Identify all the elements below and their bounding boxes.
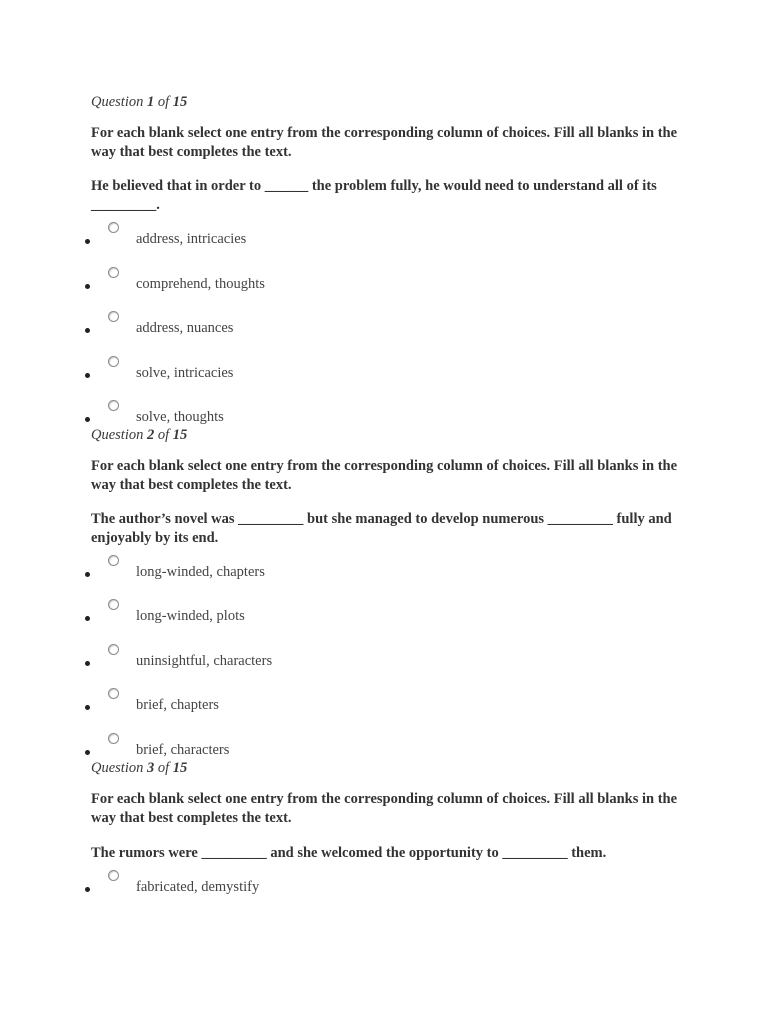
radio-button[interactable] — [108, 688, 119, 699]
radio-button[interactable] — [108, 555, 119, 566]
bullet-icon — [85, 705, 90, 710]
radio-button[interactable] — [108, 356, 119, 367]
bullet-icon — [85, 616, 90, 621]
bullet-icon — [85, 572, 90, 577]
question-stem: The rumors were _________ and she welcomed the opportunity to _________ them. — [91, 845, 607, 861]
question-instruction: For each blank select one entry from the corresponding column of choices. Fill all blanks in the way that best completes the text. — [91, 125, 678, 160]
option-label: long-winded, chapters — [136, 564, 265, 580]
question-stem: The author’s novel was _________ but she managed to develop numerous _________ fully and enjoyably by its end. — [91, 511, 672, 546]
option-label: address, intricacies — [136, 231, 247, 247]
question-instruction: For each blank select one entry from the corresponding column of choices. Fill all blanks in the way that best completes the text. — [91, 791, 678, 826]
question-header: Question 3 of 15 — [91, 760, 188, 776]
answer-option[interactable] — [0, 365, 770, 389]
question-stem: He believed that in order to ______ the problem fully, he would need to understand all of its _________. — [91, 178, 657, 213]
question-header: Question 2 of 15 — [91, 427, 188, 443]
bullet-icon — [85, 887, 90, 892]
radio-button[interactable] — [108, 222, 119, 233]
option-label: brief, characters — [136, 742, 230, 758]
radio-button[interactable] — [108, 733, 119, 744]
bullet-icon — [85, 417, 90, 422]
option-label: comprehend, thoughts — [136, 276, 265, 292]
bullet-icon — [85, 750, 90, 755]
bullet-icon — [85, 373, 90, 378]
option-label: solve, intricacies — [136, 365, 234, 381]
answer-option[interactable] — [0, 231, 770, 255]
bullet-icon — [85, 239, 90, 244]
question-number: 1 — [146, 94, 155, 110]
option-label: brief, chapters — [136, 697, 219, 713]
radio-button[interactable] — [108, 644, 119, 655]
option-label: address, nuances — [136, 320, 234, 336]
question-number: 2 — [146, 427, 155, 443]
answer-option[interactable] — [0, 608, 770, 632]
question-total: 15 — [172, 94, 188, 110]
question-header: Question 1 of 15 — [91, 94, 188, 110]
radio-button[interactable] — [108, 400, 119, 411]
option-label: solve, thoughts — [136, 409, 224, 425]
radio-button[interactable] — [108, 870, 119, 881]
answer-option[interactable] — [0, 276, 770, 300]
answer-option[interactable] — [0, 653, 770, 677]
bullet-icon — [85, 328, 90, 333]
answer-option[interactable] — [0, 320, 770, 344]
radio-button[interactable] — [108, 267, 119, 278]
answer-option[interactable] — [0, 879, 770, 903]
option-label: fabricated, demystify — [136, 879, 260, 895]
bullet-icon — [85, 284, 90, 289]
answer-option[interactable] — [0, 564, 770, 588]
bullet-icon — [85, 661, 90, 666]
question-total: 15 — [172, 760, 188, 776]
question-instruction: For each blank select one entry from the corresponding column of choices. Fill all blanks in the way that best completes the text. — [91, 458, 678, 493]
radio-button[interactable] — [108, 599, 119, 610]
question-total: 15 — [172, 427, 188, 443]
radio-button[interactable] — [108, 311, 119, 322]
option-label: uninsightful, characters — [136, 653, 273, 669]
answer-option[interactable] — [0, 697, 770, 721]
question-number: 3 — [146, 760, 155, 776]
option-label: long-winded, plots — [136, 608, 245, 624]
